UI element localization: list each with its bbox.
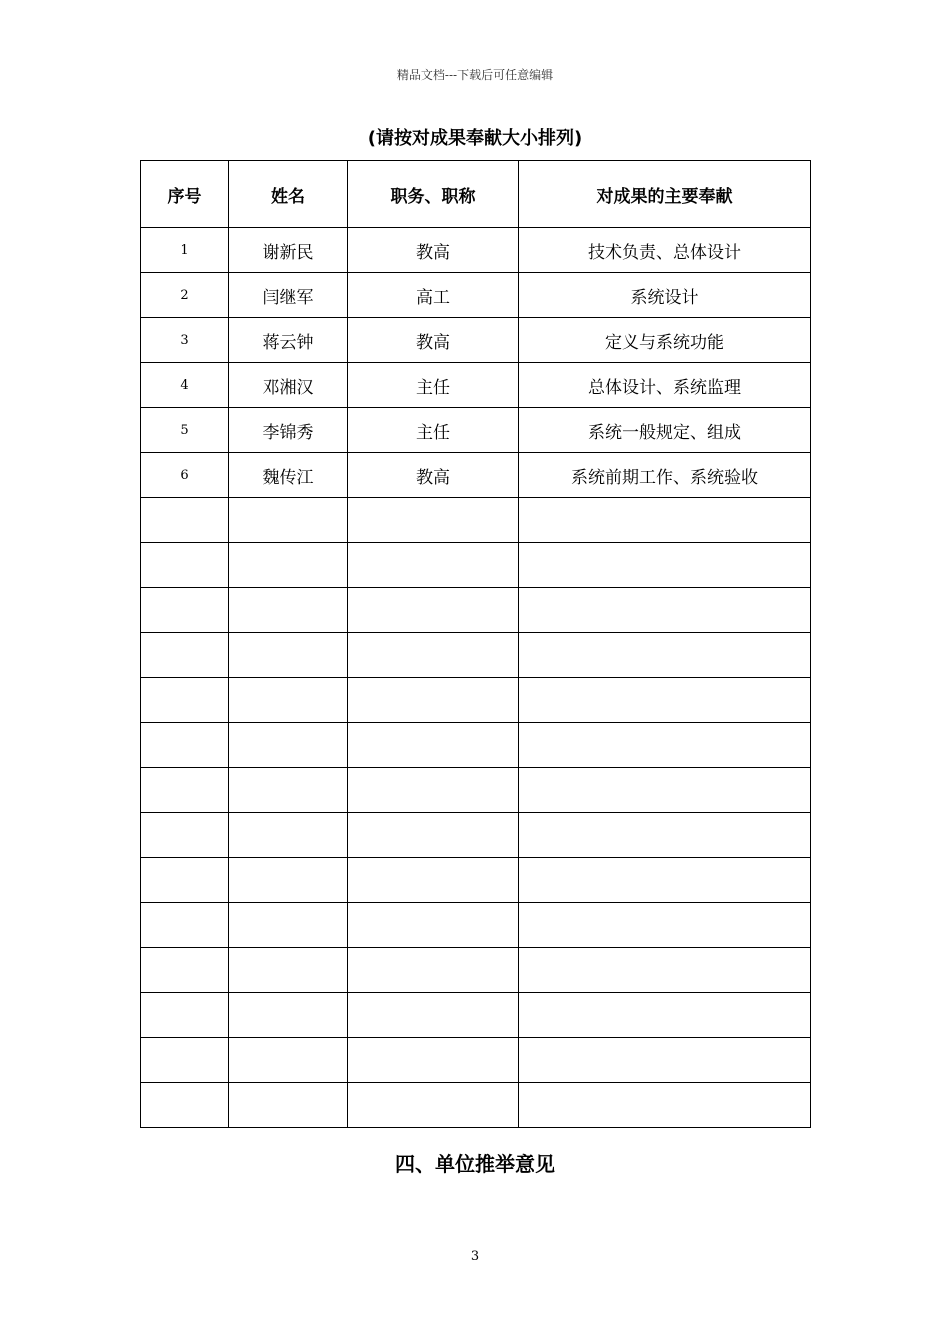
- cell-title: [348, 813, 519, 858]
- cell-title: [348, 1038, 519, 1083]
- table-row: [141, 588, 811, 633]
- table-row: [141, 273, 811, 318]
- cell-index: [141, 813, 229, 858]
- section-title: 四、单位推举意见: [395, 1152, 555, 1176]
- cell-contribution: 定义与系统功能: [519, 318, 811, 363]
- table-row: [141, 678, 811, 723]
- cell-index: [141, 588, 229, 633]
- cell-name: [229, 813, 348, 858]
- table-row: [141, 543, 811, 588]
- cell-title: [348, 903, 519, 948]
- cell-name: 魏传江: [229, 453, 348, 498]
- cell-title: [348, 993, 519, 1038]
- cell-contribution: [519, 498, 811, 543]
- cell-name: 邓湘汉: [229, 363, 348, 408]
- table-row: [141, 363, 811, 408]
- cell-name: [229, 633, 348, 678]
- cell-title: [348, 633, 519, 678]
- cell-index: [141, 498, 229, 543]
- header-index: 序号: [141, 161, 229, 228]
- cell-title: 主任: [348, 408, 519, 453]
- table-row: [141, 1038, 811, 1083]
- cell-name: [229, 768, 348, 813]
- cell-contribution: [519, 768, 811, 813]
- cell-name: [229, 588, 348, 633]
- table-row: [141, 453, 811, 498]
- cell-name: 蒋云钟: [229, 318, 348, 363]
- cell-index: [141, 633, 229, 678]
- cell-contribution: 系统设计: [519, 273, 811, 318]
- cell-contribution: 总体设计、系统监理: [519, 363, 811, 408]
- cell-name: 谢新民: [229, 228, 348, 273]
- table-row: [141, 858, 811, 903]
- cell-contribution: 技术负责、总体设计: [519, 228, 811, 273]
- cell-title: [348, 498, 519, 543]
- cell-name: [229, 678, 348, 723]
- cell-title: 教高: [348, 318, 519, 363]
- cell-index: 1: [141, 228, 229, 273]
- cell-name: [229, 1083, 348, 1128]
- cell-contribution: [519, 723, 811, 768]
- cell-contribution: [519, 633, 811, 678]
- cell-title: 教高: [348, 453, 519, 498]
- cell-name: 闫继军: [229, 273, 348, 318]
- cell-index: 4: [141, 363, 229, 408]
- cell-contribution: 系统一般规定、组成: [519, 408, 811, 453]
- cell-index: [141, 723, 229, 768]
- table-body: [141, 228, 811, 1128]
- cell-name: [229, 993, 348, 1038]
- contributors-table: [140, 160, 811, 1128]
- cell-contribution: 系统前期工作、系统验收: [519, 453, 811, 498]
- cell-index: 6: [141, 453, 229, 498]
- cell-name: [229, 1038, 348, 1083]
- cell-title: [348, 678, 519, 723]
- page-header: 精品文档---下载后可任意编辑: [396, 68, 554, 82]
- table-row: [141, 228, 811, 273]
- cell-contribution: [519, 678, 811, 723]
- cell-title: [348, 858, 519, 903]
- cell-index: 2: [141, 273, 229, 318]
- cell-title: 主任: [348, 363, 519, 408]
- table-row: [141, 813, 811, 858]
- table-row: [141, 948, 811, 993]
- cell-contribution: [519, 993, 811, 1038]
- cell-contribution: [519, 1038, 811, 1083]
- page-number: 3: [470, 1249, 480, 1264]
- cell-name: [229, 498, 348, 543]
- cell-contribution: [519, 858, 811, 903]
- table-row: [141, 408, 811, 453]
- cell-index: [141, 858, 229, 903]
- cell-index: [141, 1083, 229, 1128]
- table-row: [141, 903, 811, 948]
- cell-name: [229, 543, 348, 588]
- cell-title: [348, 948, 519, 993]
- cell-name: [229, 858, 348, 903]
- cell-contribution: [519, 1083, 811, 1128]
- cell-index: 3: [141, 318, 229, 363]
- table-row: [141, 993, 811, 1038]
- table-subtitle: (请按对成果奉献大小排列): [367, 128, 583, 149]
- cell-title: 高工: [348, 273, 519, 318]
- cell-index: [141, 543, 229, 588]
- table-row: [141, 1083, 811, 1128]
- header-title: 职务、职称: [348, 161, 519, 228]
- cell-index: [141, 678, 229, 723]
- cell-index: 5: [141, 408, 229, 453]
- cell-index: [141, 993, 229, 1038]
- header-contribution: 对成果的主要奉献: [519, 161, 811, 228]
- cell-title: [348, 543, 519, 588]
- cell-contribution: [519, 813, 811, 858]
- table-row: [141, 633, 811, 678]
- cell-index: [141, 768, 229, 813]
- cell-title: [348, 768, 519, 813]
- cell-contribution: [519, 588, 811, 633]
- table-header-row: [141, 161, 811, 228]
- cell-title: [348, 588, 519, 633]
- cell-name: [229, 948, 348, 993]
- cell-contribution: [519, 948, 811, 993]
- table-row: [141, 723, 811, 768]
- cell-index: [141, 903, 229, 948]
- cell-name: 李锦秀: [229, 408, 348, 453]
- table-row: [141, 318, 811, 363]
- header-name: 姓名: [229, 161, 348, 228]
- cell-contribution: [519, 903, 811, 948]
- cell-title: [348, 1083, 519, 1128]
- table-row: [141, 498, 811, 543]
- cell-index: [141, 1038, 229, 1083]
- cell-name: [229, 723, 348, 768]
- cell-index: [141, 948, 229, 993]
- cell-title: [348, 723, 519, 768]
- cell-contribution: [519, 543, 811, 588]
- table-row: [141, 768, 811, 813]
- cell-name: [229, 903, 348, 948]
- cell-title: 教高: [348, 228, 519, 273]
